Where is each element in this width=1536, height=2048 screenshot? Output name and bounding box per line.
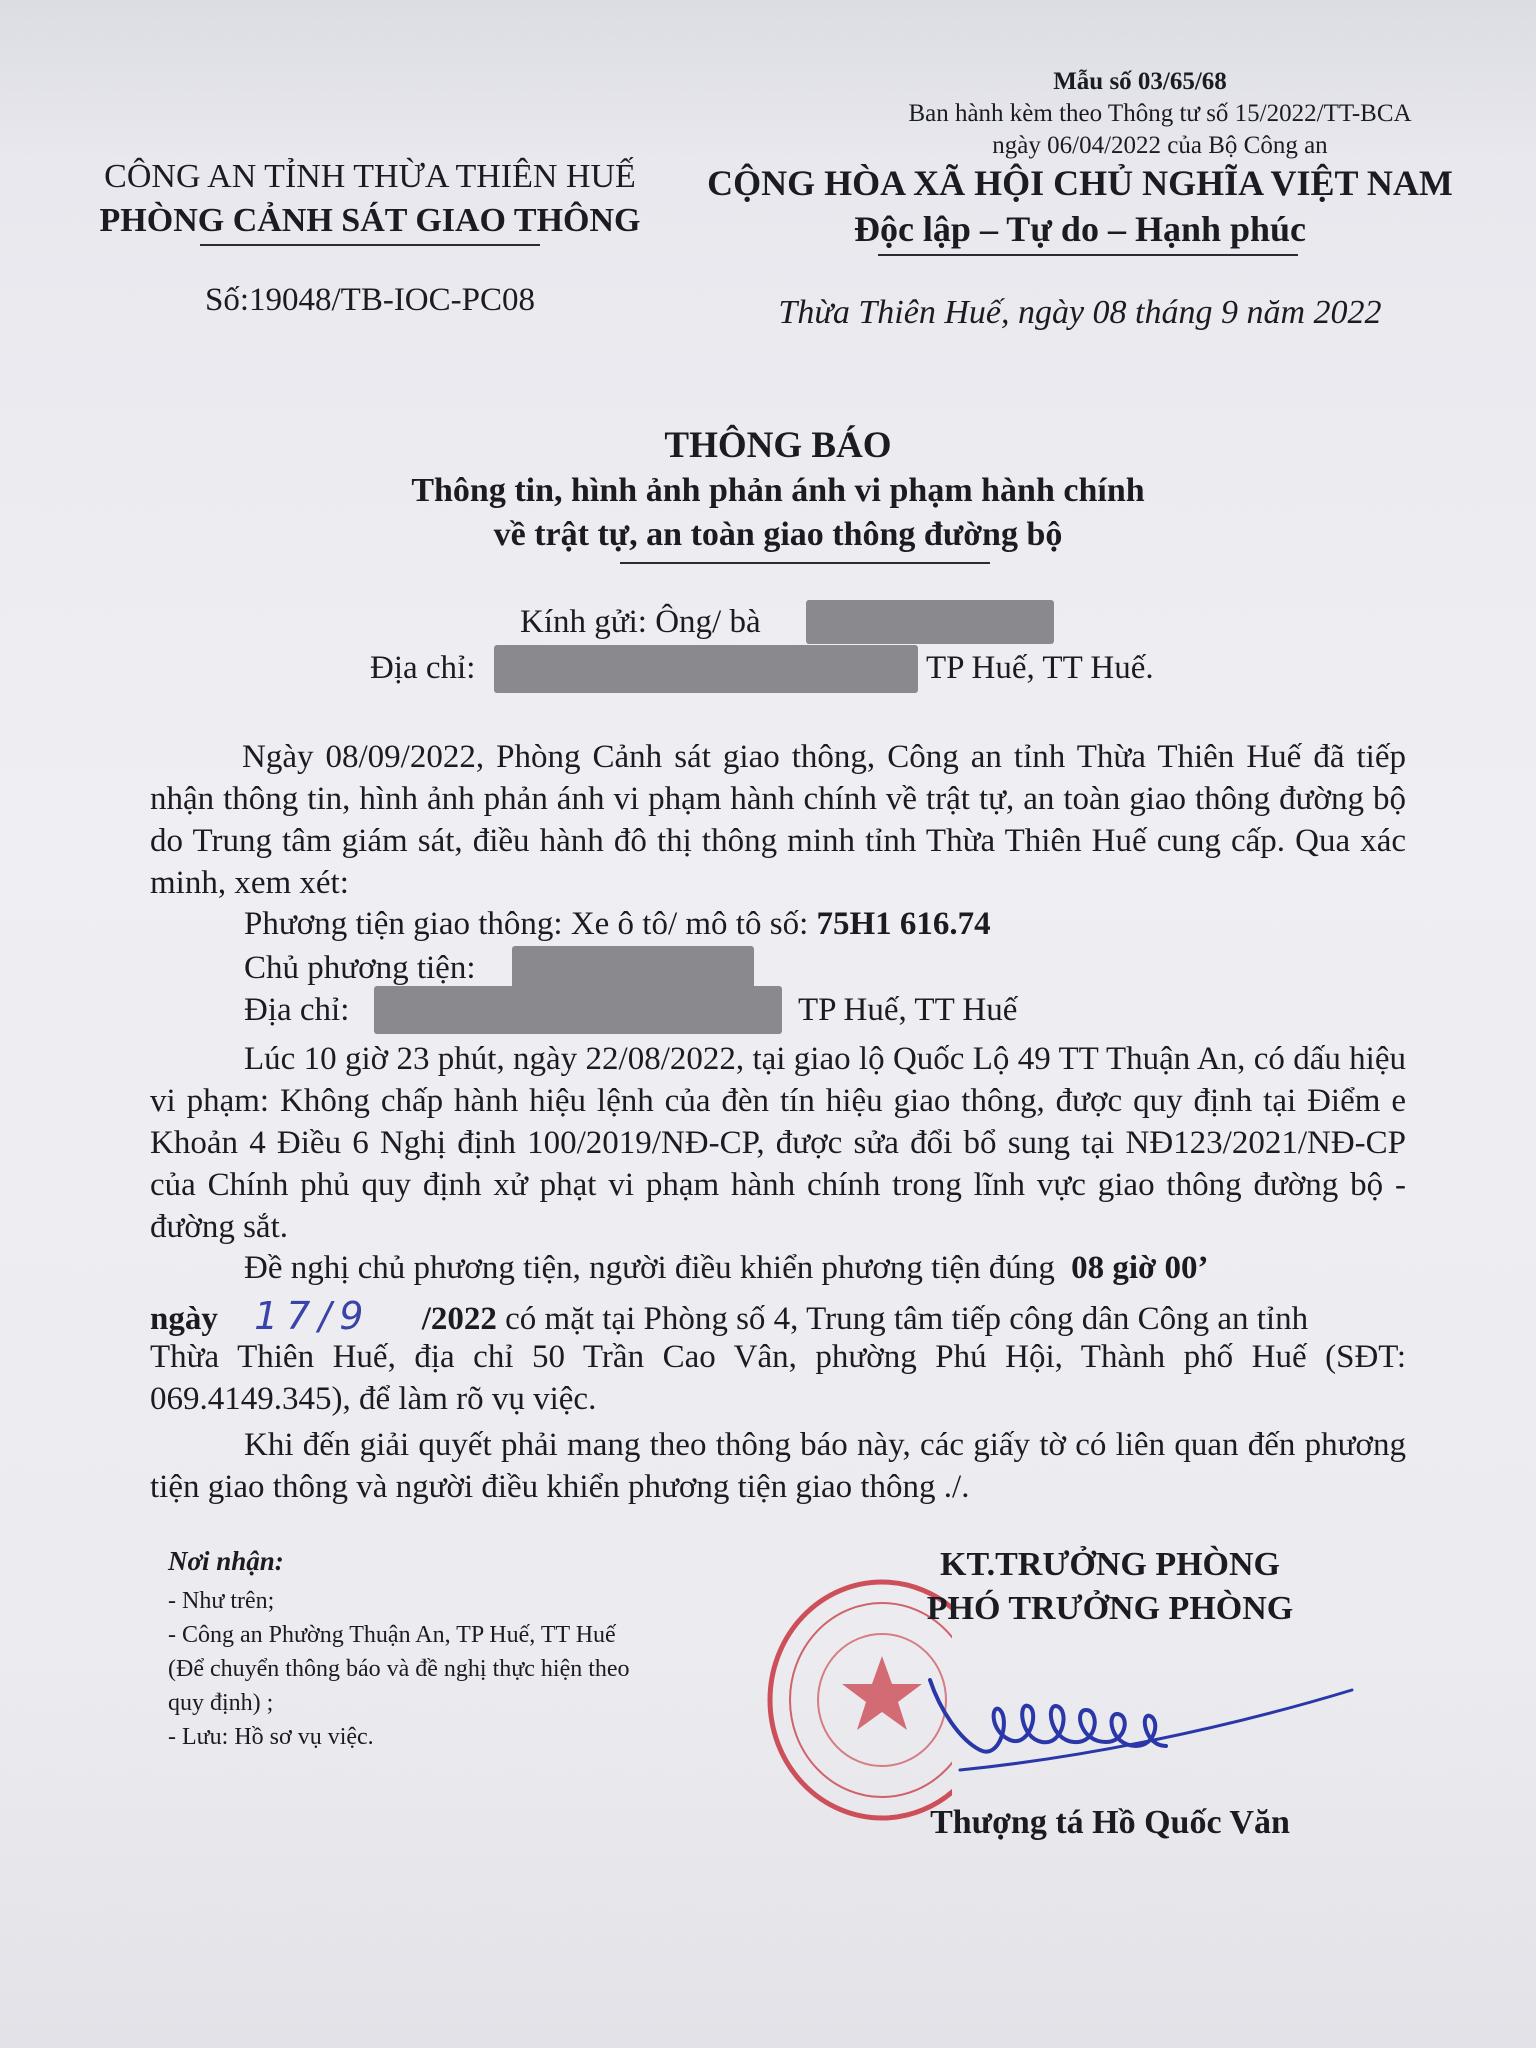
body-paragraph-4: Khi đến giải quyết phải mang theo thông báo này, các giấy tờ có liên quan đến phương tiện giao thông và người điều khiển phương tiện giao thông ./. bbox=[150, 1427, 1406, 1505]
owner-address-label: Địa chỉ: bbox=[244, 992, 350, 1028]
appointment-line-1 bbox=[244, 1250, 1209, 1287]
form-issued-date: ngày 06/04/2022 của Bộ Công an bbox=[992, 132, 1328, 159]
agency-name: PHÒNG CẢNH SÁT GIAO THÔNG bbox=[99, 202, 641, 239]
body-paragraph-1: Ngày 08/09/2022, Phòng Cảnh sát giao thông, Công an tỉnh Thừa Thiên Huế đã tiếp nhận thông tin, hình ảnh phản ánh vi phạm hành chính về trật tự, an toàn giao thông đường bộ do Trung tâm giám sát, điều hành đô thị thông minh tỉnh Thừa Thiên Huế cung cấp. Qua xác minh, xem xét: bbox=[150, 739, 1406, 901]
agency-underline bbox=[200, 244, 540, 246]
vehicle-label: Phương tiện giao thông: Xe ô tô/ mô tô số: bbox=[244, 906, 809, 942]
appointment-text: Đề nghị chủ phương tiện, người điều khiển phương tiện đúng bbox=[244, 1250, 1055, 1286]
recipients-item: - Lưu: Hồ sơ vụ việc. bbox=[168, 1724, 374, 1750]
notice-title: THÔNG BÁO bbox=[664, 425, 892, 466]
recipients-list bbox=[168, 1584, 630, 1754]
handwritten-date: 17/9 bbox=[254, 1294, 372, 1338]
body-paragraph-2: Lúc 10 giờ 23 phút, ngày 22/08/2022, tại giao lộ Quốc Lộ 49 TT Thuận An, có dấu hiệu vi phạm: Không chấp hành hiệu lệnh của đèn tín hiệu giao thông, được quy định tại Điểm e Khoản 4 Điều 6 Nghị định 100/2019/NĐ-CP, được sửa đổi bổ sung tại NĐ123/2021/NĐ-CP của Chính phủ quy định xử phạt vi phạm hành chính trong lĩnh vực giao thông đường bộ - đường sắt. bbox=[150, 1041, 1406, 1245]
redacted-owner-address bbox=[374, 986, 782, 1034]
national-title: CỘNG HÒA XÃ HỘI CHỦ NGHĨA VIỆT NAM bbox=[707, 163, 1453, 203]
appointment-time: 08 giờ 00’ bbox=[1071, 1250, 1209, 1286]
document-number: Số:19048/TB-IOC-PC08 bbox=[204, 282, 536, 318]
recipients-item: (Để chuyển thông báo và đề nghị thực hiện theo bbox=[168, 1656, 630, 1682]
appointment-line-2 bbox=[150, 1294, 1308, 1338]
owner-label: Chủ phương tiện: bbox=[244, 950, 476, 986]
appointment-place: có mặt tại Phòng số 4, Trung tâm tiếp công dân Công an tỉnh bbox=[505, 1301, 1309, 1337]
signer-title-1: KT.TRƯỞNG PHÒNG bbox=[940, 1546, 1280, 1583]
notice-subtitle-1: Thông tin, hình ảnh phản ánh vi phạm hành chính bbox=[411, 472, 1145, 509]
appointment-rest: Thừa Thiên Huế, địa chỉ 50 Trần Cao Vân, phường Phú Hội, Thành phố Huế (SĐT: 069.4149.345), để làm rõ vụ việc. bbox=[150, 1339, 1406, 1417]
place-date: Thừa Thiên Huế, ngày 08 tháng 9 năm 2022 bbox=[778, 294, 1382, 331]
recipient-address-label: Địa chỉ: bbox=[370, 650, 476, 686]
recipients-item: - Như trên; bbox=[168, 1588, 275, 1614]
handwritten-signature bbox=[900, 1650, 1360, 1780]
agency-parent: CÔNG AN TỈNH THỪA THIÊN HUẾ bbox=[104, 158, 636, 195]
title-underline bbox=[620, 562, 990, 564]
form-issued-with: Ban hành kèm theo Thông tư số 15/2022/TT-BCA bbox=[908, 100, 1412, 127]
notice-subtitle-2: về trật tự, an toàn giao thông đường bộ bbox=[493, 516, 1063, 553]
redacted-recipient-address bbox=[494, 645, 918, 693]
appointment-day-label: ngày bbox=[150, 1301, 218, 1337]
motto-underline bbox=[878, 254, 1298, 256]
redacted-recipient-name bbox=[806, 600, 1054, 644]
signer-name: Thượng tá Hồ Quốc Văn bbox=[930, 1804, 1290, 1841]
owner-address-suffix: TP Huế, TT Huế bbox=[798, 992, 1018, 1028]
vehicle-line bbox=[244, 906, 991, 943]
signer-title-2: PHÓ TRƯỞNG PHÒNG bbox=[926, 1590, 1294, 1627]
appointment-year: /2022 bbox=[421, 1301, 497, 1337]
form-number: Mẫu số 03/65/68 bbox=[1053, 68, 1227, 95]
vehicle-plate: 75H1 616.74 bbox=[816, 906, 991, 942]
recipients-item: - Công an Phường Thuận An, TP Huế, TT Huế bbox=[168, 1622, 616, 1648]
recipients-title: Nơi nhận: bbox=[168, 1546, 284, 1576]
recipient-address-suffix: TP Huế, TT Huế. bbox=[926, 650, 1154, 686]
national-motto: Độc lập – Tự do – Hạnh phúc bbox=[853, 209, 1307, 249]
recipients-item: quy định) ; bbox=[168, 1690, 274, 1716]
recipient-label: Kính gửi: Ông/ bà bbox=[520, 604, 761, 640]
